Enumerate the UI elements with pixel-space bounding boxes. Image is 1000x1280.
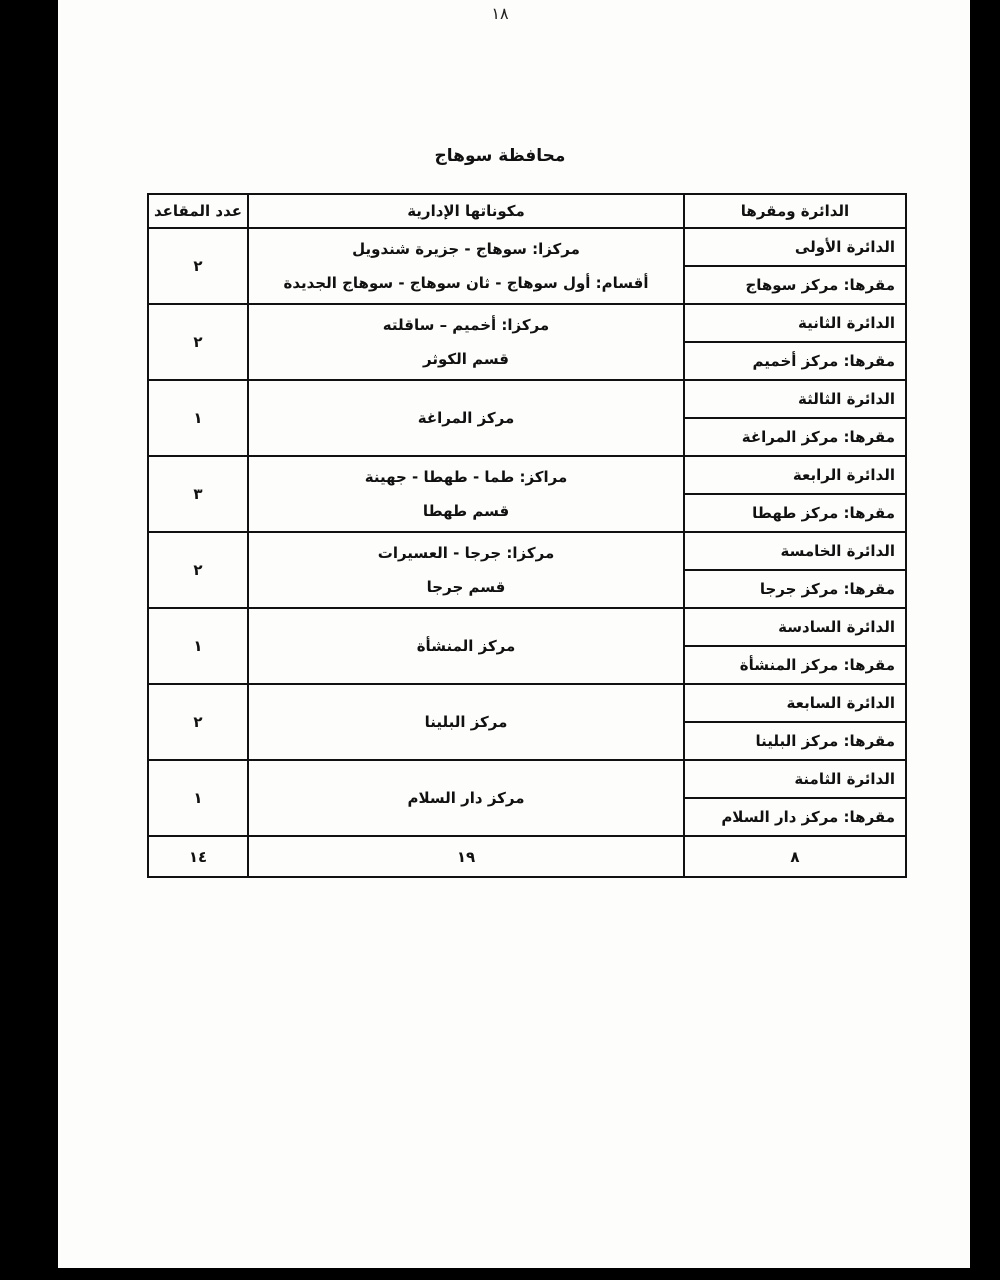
seats-column <box>149 195 247 876</box>
components-cell <box>249 229 683 305</box>
table-row <box>685 533 905 609</box>
total-districts: ٨ <box>790 847 800 866</box>
district-name: الدائرة الرابعة <box>685 457 905 495</box>
total-seats: ١٤ <box>188 847 208 866</box>
table-row <box>685 685 905 761</box>
district-name: الدائرة الخامسة <box>685 533 905 571</box>
seats-cell: ٢ <box>149 533 247 609</box>
seats-cell: ٢ <box>149 229 247 305</box>
page-number: ١٨ <box>491 4 509 23</box>
district-seat: مقرها: مركز أخميم <box>752 352 895 370</box>
district-name: الدائرة الثالثة <box>685 381 905 419</box>
seats-cell: ١ <box>149 761 247 837</box>
component-line: أقسام: أول سوهاج - ثان سوهاج - سوهاج الجديدة <box>283 274 649 292</box>
district-name: الدائرة السابعة <box>685 685 905 723</box>
component-line: قسم جرجا <box>426 578 506 596</box>
components-cell <box>249 381 683 457</box>
district-seat: مقرها: مركز البلينا <box>755 732 895 750</box>
component-line: مركزا: أخميم – ساقلته <box>382 316 550 334</box>
district-name: الدائرة الثامنة <box>685 761 905 799</box>
components-column <box>247 195 683 876</box>
component-line: مركزا: سوهاج - جزيرة شندويل <box>352 240 580 258</box>
seats-cell: ٢ <box>149 305 247 381</box>
header-district: الدائرة ومقرها <box>685 195 905 229</box>
district-name: الدائرة الأولى <box>685 229 905 267</box>
components-cell <box>249 609 683 685</box>
component-line: مركزا: جرجا - العسيرات <box>377 544 555 562</box>
document-title: محافظة سوهاج <box>434 146 566 166</box>
seats-cell: ١ <box>149 609 247 685</box>
component-line: قسم طهطا <box>422 502 510 520</box>
district-seat: مقرها: مركز سوهاج <box>745 276 895 294</box>
components-cell <box>249 305 683 381</box>
districts-table <box>147 193 907 878</box>
district-seat: مقرها: مركز المنشأة <box>739 656 895 674</box>
total-components: ١٩ <box>456 847 476 866</box>
component-line: قسم الكوثر <box>423 350 509 368</box>
table-row <box>685 229 905 305</box>
components-cell <box>249 685 683 761</box>
components-cell <box>249 761 683 837</box>
seats-cell: ٢ <box>149 685 247 761</box>
header-components: مكوناتها الإدارية <box>249 195 683 229</box>
component-line: مركز البلينا <box>424 713 508 731</box>
table-row <box>685 381 905 457</box>
component-line: مركز المراغة <box>417 409 515 427</box>
district-column <box>683 195 905 876</box>
component-line: مركز دار السلام <box>407 789 525 807</box>
table-row <box>685 457 905 533</box>
header-seats: عدد المقاعد <box>149 195 247 229</box>
seats-cell: ٣ <box>149 457 247 533</box>
components-cell <box>249 533 683 609</box>
district-seat: مقرها: مركز دار السلام <box>721 808 895 826</box>
seats-cell: ١ <box>149 381 247 457</box>
table-row <box>685 761 905 837</box>
table-row <box>685 305 905 381</box>
district-name: الدائرة الثانية <box>685 305 905 343</box>
district-seat: مقرها: مركز طهطا <box>752 504 895 522</box>
district-seat: مقرها: مركز جرجا <box>759 580 895 598</box>
district-seat: مقرها: مركز المراغة <box>741 428 895 446</box>
component-line: مراكز: طما - طهطا - جهينة <box>364 468 568 486</box>
component-line: مركز المنشأة <box>416 637 516 655</box>
district-name: الدائرة السادسة <box>685 609 905 647</box>
table-row <box>685 609 905 685</box>
components-cell <box>249 457 683 533</box>
